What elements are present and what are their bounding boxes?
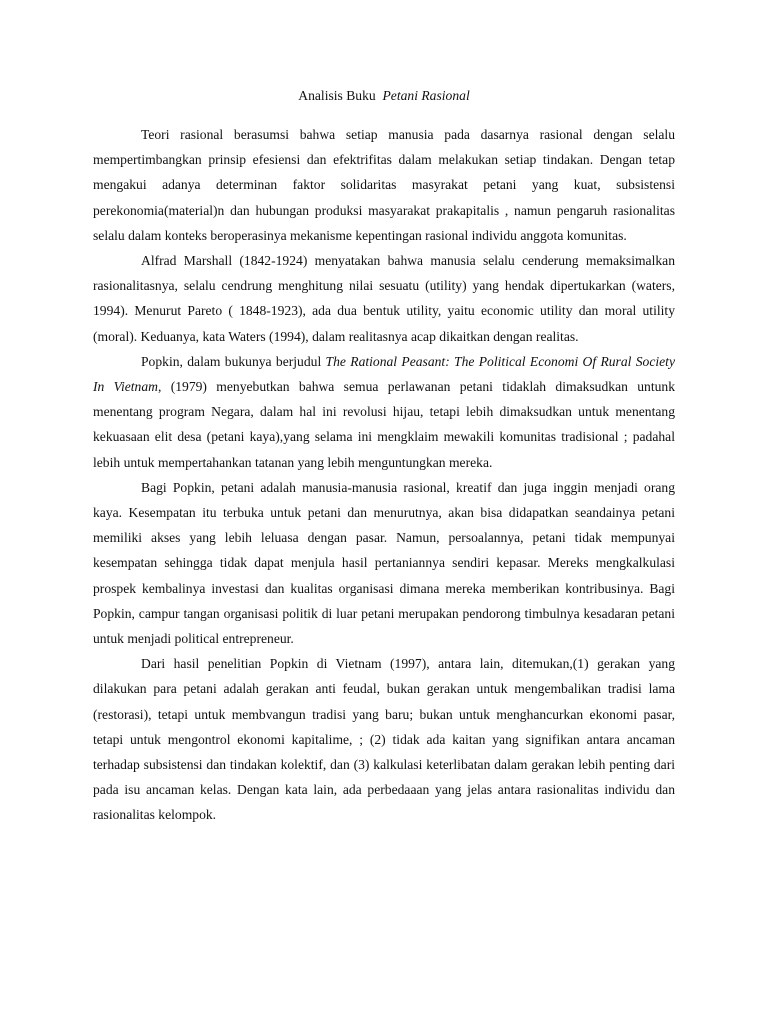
paragraph-popkin-book-before: Popkin, dalam bukunya berjudul — [141, 353, 326, 369]
paragraph-popkin-vietnam: Dari hasil penelitian Popkin di Vietnam (1997), antara lain, ditemukan,(1) gerakan yang dilakukan para petani adalah gerakan anti feudal, bukan gerakan untuk mengembalikan tradisi lama (restorasi), tetapi untuk membvangun tradisi yang baru; bukan untuk menghancurkan ekonomi pasar, tetapi untuk mengontrol ekonomi kapitalime, ; (2) tidak ada kaitan yang signifikan antara ancaman terhadap subsistensi dan tindakan kolektif, dan (3) kalkulasi keterlibatan dalam gerakan lebih penting dari pada isu ancaman kelas. Dengan kata lain, ada perbedaaan yang jelas antara rasionalitas individu dan rasionalitas kelompok. — [93, 656, 675, 823]
document-title — [93, 86, 675, 106]
book-title-italic: The Rational Peasant: The Political Economi Of Rural Society In Vietnam — [93, 353, 675, 395]
paragraph-teori-rasional: Teori rasional berasumsi bahwa setiap manusia pada dasarnya rasional dengan selalu mempertimbangkan prinsip efesiensi dan efektrifitas dalam melakukan setiap tindakan. Dengan tetap mengakui adanya determinan faktor solidaritas masyrakat petani yang kuat, subsistensi perekonomia(material)n dan hubungan produksi masyarakat prakapitalis , namun pengaruh rasionalitas selalu dalam konteks beroperasinya mekanisme kepentingan rasional individu anggota komunitas. — [93, 127, 675, 243]
paragraph-popkin-rational: Bagi Popkin, petani adalah manusia-manusia rasional, kreatif dan juga inggin menjadi orang kaya. Kesempatan itu terbuka untuk petani dan menurutnya, akan bisa didapatkan seandainya petani memiliki akses yang lebih leluasa dengan pasar. Namun, persoalannya, petani tidak mempunyai kesempatan sehingga tidak dapat menjula hasil pertaniannya sendiri kepasar. Mereks mengkalkulasi prospek kembalinya investasi dan kualitas organisasi dimana mereka memberikan kontribusinya. Bagi Popkin, campur tangan organisasi politik di luar petani merupakan pendorong timbulnya kesadaran petani untuk menjadi political entrepreneur. — [93, 479, 675, 647]
paragraph-popkin-book — [93, 349, 675, 475]
title-prefix: Analisis Buku — [298, 88, 376, 103]
paragraph-marshall: Alfrad Marshall (1842-1924) menyatakan bahwa manusia selalu cenderung memaksimalkan rasionalitasnya, selalu cendrung menghitung nilai sesuatu (utility) yang hendak dipertukarkan (waters, 1994). Menurut Pareto ( 1848-1923), ada dua bentuk utility, yaitu economic utility dan moral utility (moral). Keduanya, kata Waters (1994), dalam realitasnya acap dikaitkan dengan realitas. — [93, 253, 675, 344]
paragraph-popkin-book-after: , (1979) menyebutkan bahwa semua perlawanan petani tidaklah dimaksudkan untunk menentang program Negara, dalam hal ini revolusi hijau, tetapi lebih dimaksudkan untuk menentang kekuasaan elit desa (petani kaya),yang selama ini mengklaim mewakili komunitas tradisional ; padahal lebih untuk mempertahankan tatanan yang lebih menguntungkan mereka. — [93, 379, 676, 470]
title-book-name: Petani Rasional — [382, 88, 470, 103]
document-page — [93, 86, 675, 828]
